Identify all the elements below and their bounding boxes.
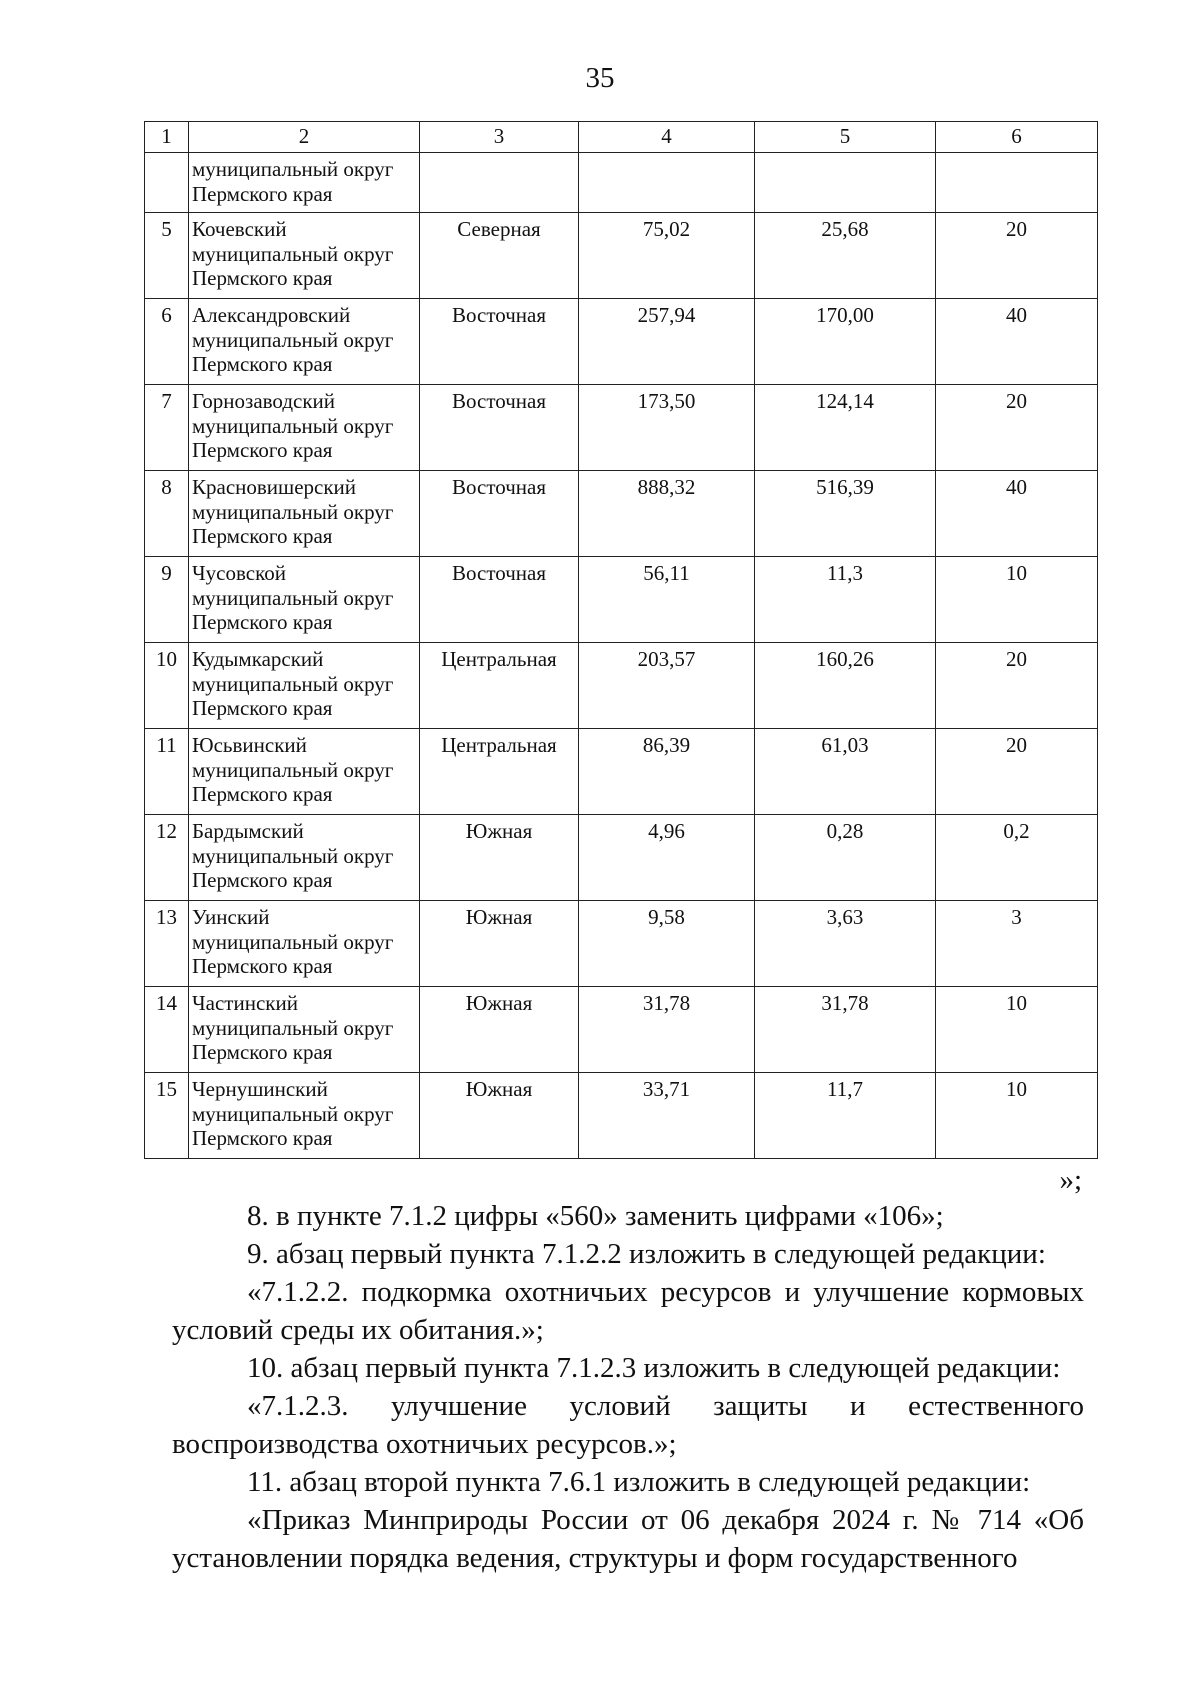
cell-number: 10 — [145, 643, 189, 729]
cell-col6: 10 — [936, 1073, 1098, 1159]
paragraph-item-11: 11. абзац второй пункта 7.6.1 изложить в следующей редакции: — [247, 1466, 1031, 1498]
body-text — [172, 1197, 1084, 1577]
cell-municipality — [189, 901, 420, 987]
municipality-line: Юсьвинский — [192, 733, 307, 757]
cell-col6: 10 — [936, 557, 1098, 643]
municipality-line: муниципальный округ — [192, 757, 394, 782]
header-cell-4: 4 — [579, 122, 755, 153]
table-row — [145, 729, 1098, 815]
paragraph-quote-order: «Приказ Минприроды России от 06 декабря 2024 г. № 714 «Об установлении порядка ведения, структуры и форм государственного — [172, 1504, 1084, 1574]
cell-col4: 9,58 — [579, 901, 755, 987]
cell-number: 13 — [145, 901, 189, 987]
cell-zone: Южная — [420, 901, 579, 987]
municipality-line: Пермского края — [192, 696, 333, 720]
cell-municipality — [189, 471, 420, 557]
cell-number: 8 — [145, 471, 189, 557]
municipality-line: Красновишерский — [192, 475, 357, 499]
cell-zone: Центральная — [420, 643, 579, 729]
municipality-line: муниципальный округ — [192, 1101, 394, 1126]
cell-col4: 888,32 — [579, 471, 755, 557]
header-cell-1: 1 — [145, 122, 189, 153]
cell-zone: Центральная — [420, 729, 579, 815]
municipality-line: Бардымский — [192, 819, 304, 843]
cell-zone — [420, 153, 579, 213]
cell-col5: 160,26 — [755, 643, 936, 729]
cell-col5: 31,78 — [755, 987, 936, 1073]
cell-col6: 40 — [936, 299, 1098, 385]
cell-municipality — [189, 1073, 420, 1159]
cell-zone: Южная — [420, 1073, 579, 1159]
municipality-line: Пермского края — [192, 266, 333, 290]
cell-col6 — [936, 153, 1098, 213]
header-cell-3: 3 — [420, 122, 579, 153]
municipality-line: муниципальный округ — [192, 671, 394, 696]
cell-col4: 56,11 — [579, 557, 755, 643]
municipality-line: Чернушинский — [192, 1077, 328, 1101]
cell-col6: 3 — [936, 901, 1098, 987]
data-table — [144, 121, 1098, 1159]
municipality-line: Пермского края — [192, 782, 333, 806]
municipality-line: Чусовской — [192, 561, 286, 585]
paragraph-item-9: 9. абзац первый пункта 7.1.2.2 изложить в следующей редакции: — [247, 1238, 1046, 1270]
cell-col5: 11,7 — [755, 1073, 936, 1159]
municipality-line: Кочевский — [192, 217, 287, 241]
municipality-line: Александровский — [192, 303, 351, 327]
paragraph-quote-7123: «7.1.2.3. улучшение условий защиты и естественного воспроизводства охотничьих ресурсов.»; — [172, 1390, 1084, 1460]
table-header-row — [145, 122, 1098, 153]
cell-municipality — [189, 729, 420, 815]
cell-col6: 20 — [936, 729, 1098, 815]
cell-municipality — [189, 385, 420, 471]
cell-col5: 3,63 — [755, 901, 936, 987]
cell-col4: 31,78 — [579, 987, 755, 1073]
cell-municipality — [189, 987, 420, 1073]
header-cell-2: 2 — [189, 122, 420, 153]
cell-col6: 0,2 — [936, 815, 1098, 901]
paragraph-item-8: 8. в пункте 7.1.2 цифры «560» заменить цифрами «106»; — [247, 1200, 944, 1232]
cell-number: 12 — [145, 815, 189, 901]
municipality-line: муниципальный округ — [192, 327, 394, 352]
table-row — [145, 471, 1098, 557]
cell-col6: 40 — [936, 471, 1098, 557]
table-row — [145, 987, 1098, 1073]
table-row-continuation — [145, 153, 1098, 213]
cell-col6: 20 — [936, 643, 1098, 729]
municipality-line: муниципальный округ — [192, 241, 394, 266]
cell-col5: 170,00 — [755, 299, 936, 385]
cell-municipality — [189, 213, 420, 299]
table-row — [145, 299, 1098, 385]
cell-municipality: муниципальный округ Пермского края — [189, 153, 420, 213]
cell-col4: 75,02 — [579, 213, 755, 299]
cell-col4: 86,39 — [579, 729, 755, 815]
table-row — [145, 213, 1098, 299]
table-row — [145, 1073, 1098, 1159]
municipality-line: Кудымкарский — [192, 647, 324, 671]
municipality-line: Пермского края — [192, 954, 333, 978]
cell-number: 9 — [145, 557, 189, 643]
municipality-line: Частинский — [192, 991, 298, 1015]
municipality-line: Пермского края — [192, 1040, 333, 1064]
municipality-line: Пермского края — [192, 1126, 333, 1150]
cell-col4: 33,71 — [579, 1073, 755, 1159]
cell-number: 14 — [145, 987, 189, 1073]
municipality-line: муниципальный округ — [192, 843, 394, 868]
municipality-line: Пермского края — [192, 438, 333, 462]
cell-zone: Восточная — [420, 557, 579, 643]
municipality-line: муниципальный округ — [192, 585, 394, 610]
cell-municipality — [189, 299, 420, 385]
cell-number: 6 — [145, 299, 189, 385]
cell-zone: Восточная — [420, 299, 579, 385]
paragraph-item-10: 10. абзац первый пункта 7.1.2.3 изложить в следующей редакции: — [247, 1352, 1061, 1384]
cell-number — [145, 153, 189, 213]
municipality-line: Пермского края — [192, 610, 333, 634]
municipality-line: муниципальный округ — [192, 499, 394, 524]
table-row — [145, 815, 1098, 901]
cell-col5: 124,14 — [755, 385, 936, 471]
municipality-line: Горнозаводский — [192, 389, 336, 413]
cell-zone: Северная — [420, 213, 579, 299]
cell-col4: 203,57 — [579, 643, 755, 729]
municipality-line: муниципальный округ — [192, 1015, 394, 1040]
cell-col5: 11,3 — [755, 557, 936, 643]
cell-number: 11 — [145, 729, 189, 815]
cell-col6: 10 — [936, 987, 1098, 1073]
cell-col5: 516,39 — [755, 471, 936, 557]
municipality-line: муниципальный округ — [192, 929, 394, 954]
cell-col5: 25,68 — [755, 213, 936, 299]
cell-municipality — [189, 643, 420, 729]
table-row — [145, 643, 1098, 729]
municipality-line: Пермского края — [192, 868, 333, 892]
table-row — [145, 557, 1098, 643]
table-row — [145, 385, 1098, 471]
header-cell-6: 6 — [936, 122, 1098, 153]
cell-municipality — [189, 815, 420, 901]
cell-zone: Южная — [420, 987, 579, 1073]
header-cell-5: 5 — [755, 122, 936, 153]
municipality-line: Пермского края — [192, 352, 333, 376]
table-row — [145, 901, 1098, 987]
municipality-line: муниципальный округ — [192, 413, 394, 438]
cell-col5: 61,03 — [755, 729, 936, 815]
cell-zone: Восточная — [420, 471, 579, 557]
cell-col4: 257,94 — [579, 299, 755, 385]
paragraph-quote-7122: «7.1.2.2. подкормка охотничьих ресурсов и улучшение кормовых условий среды их обитания.»; — [172, 1276, 1084, 1346]
municipality-line: Уинский — [192, 905, 270, 929]
cell-number: 5 — [145, 213, 189, 299]
page-number: 35 — [585, 62, 615, 94]
cell-zone: Восточная — [420, 385, 579, 471]
cell-col5: 0,28 — [755, 815, 936, 901]
cell-col4: 4,96 — [579, 815, 755, 901]
closing-quote: »; — [1059, 1164, 1082, 1196]
cell-col5 — [755, 153, 936, 213]
cell-col6: 20 — [936, 213, 1098, 299]
cell-municipality — [189, 557, 420, 643]
cell-col4 — [579, 153, 755, 213]
cell-number: 15 — [145, 1073, 189, 1159]
cell-col4: 173,50 — [579, 385, 755, 471]
municipality-line: Пермского края — [192, 524, 333, 548]
cell-zone: Южная — [420, 815, 579, 901]
cell-col6: 20 — [936, 385, 1098, 471]
cell-number: 7 — [145, 385, 189, 471]
